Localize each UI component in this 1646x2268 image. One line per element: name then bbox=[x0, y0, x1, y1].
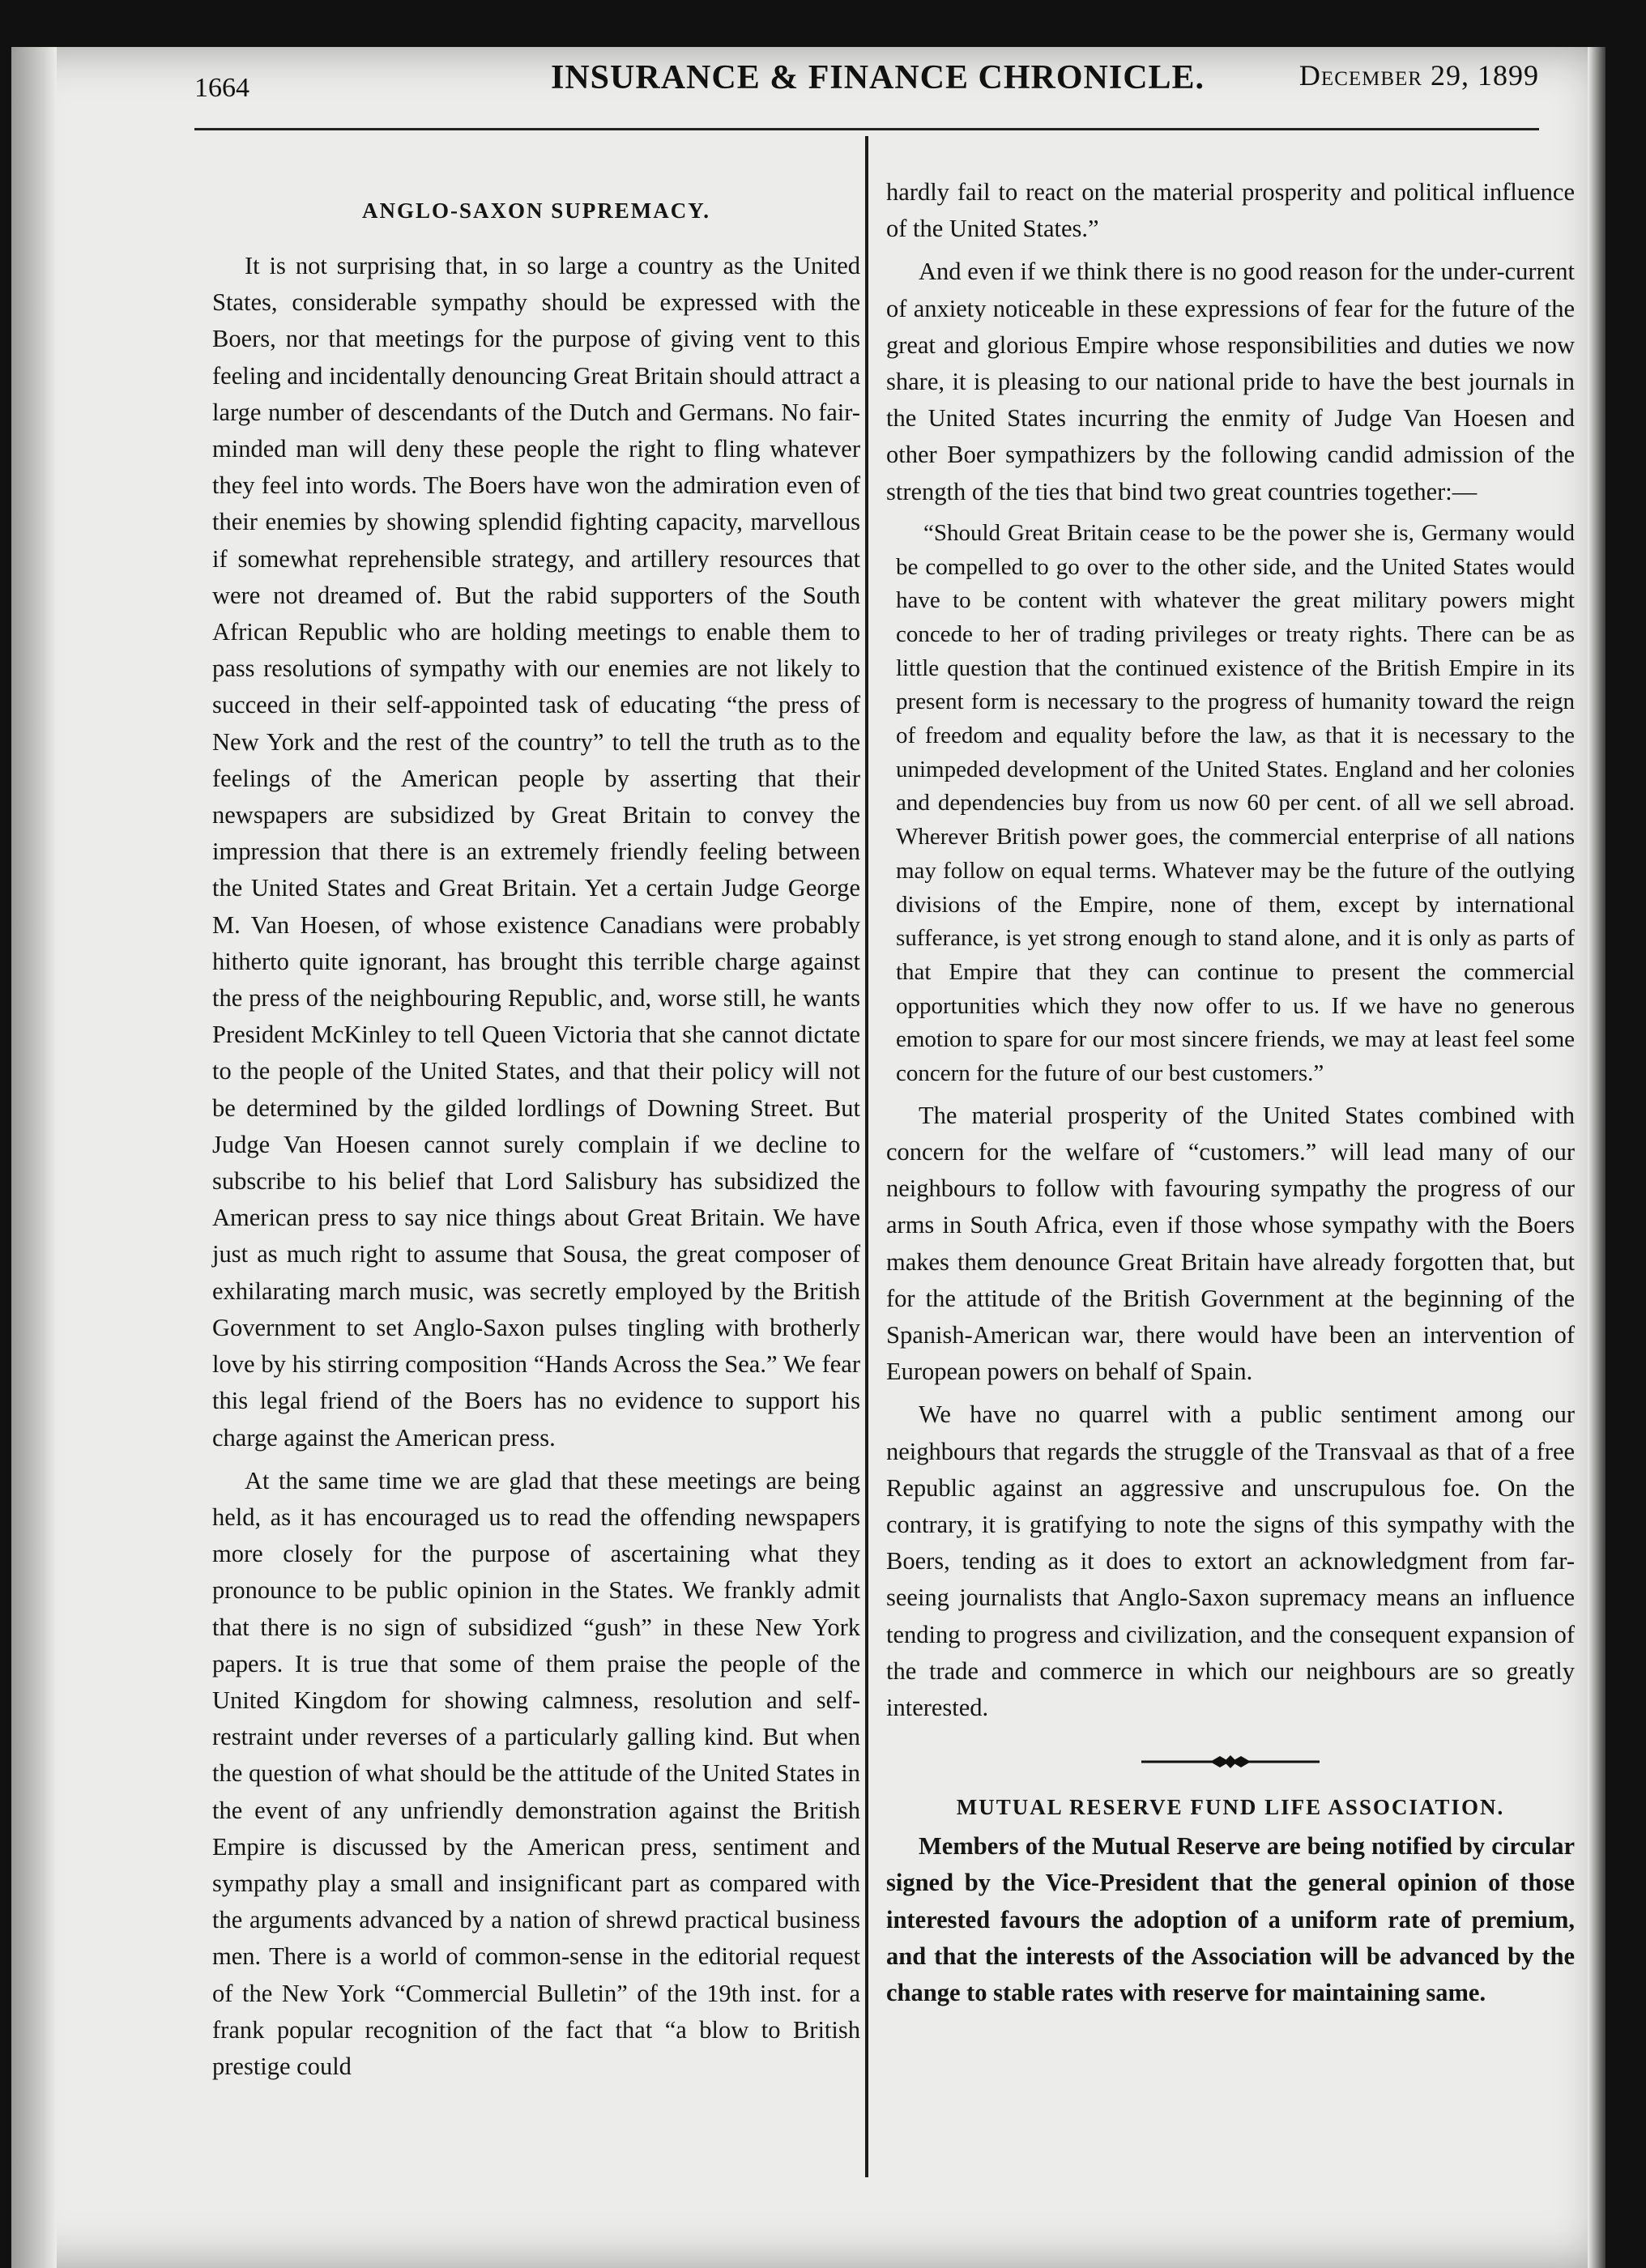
right-column bbox=[886, 174, 1575, 2011]
masthead-title: INSURANCE & FINANCE CHRONICLE. bbox=[551, 59, 1205, 96]
article-heading: ANGLO-SAXON SUPREMACY. bbox=[361, 198, 711, 223]
page-edge-shadow bbox=[1588, 47, 1605, 2268]
article-heading-2: MUTUAL RESERVE FUND LIFE ASSOCIATION. bbox=[956, 1795, 1505, 1820]
article-paragraph: Members of the Mutual Reserve are being notified by circular signed by the Vice-President that the general opinion of those interested favours the adoption of a uniform rate of premium, and that the interests of the Association will be advanced by the change to stable rates with reserve for maintaining same. bbox=[886, 1832, 1575, 2007]
column-divider bbox=[865, 136, 868, 2177]
header-rule bbox=[194, 128, 1539, 130]
article-paragraph: The material prosperity of the United States combined with concern for the welfare of “customers.” will lead many of our neighbours to follow with favouring sympathy the progress of our arms in South Africa, even if those whose sympathy with the Boers makes them denounce Great Britain have already forgotten that, but for the attitude of the British Government at the beginning of the Spanish-American war, there would have been an intervention of European powers on behalf of Spain. bbox=[886, 1101, 1575, 1386]
page-number: 1664 bbox=[194, 73, 249, 103]
issue-date: December 29, 1899 bbox=[1298, 59, 1539, 92]
article-paragraph: And even if we think there is no good reason for the under-current of anxiety noticeable in these expressions of fear for the future of the great and glorious Empire whose responsibilities and duties we now share, it is pleasing to our national pride to have the best journals in the United States incurring the enmity of Judge Van Hoesen and other Boer sympathizers by the following candid admission of the strength of the ties that bind two great countries together:— bbox=[886, 258, 1575, 505]
page-header bbox=[194, 58, 1539, 123]
article-paragraph: At the same time we are glad that these meetings are being held, as it has encouraged us to read the offending newspapers more closely for the purpose of ascertaining what they pronounce to be public opinion in the States. We frankly admit that there is no sign of subsidized “gush” in these New York papers. It is true that some of them praise the people of the United Kingdom for showing calmness, resolution and self-restraint under reverses of a particularly galling kind. But when the question of what should be the attitude of the United States in the event of any unfriendly demonstration against the British Empire is discussed by the American press, sentiment and sympathy play a small and insignificant part as compared with the arguments advanced by a nation of shrewd practical business men. There is a world of common-sense in the editorial request of the New York “Commercial Bulletin” of the 19th inst. for a frank popular recognition of the fact that “a blow to British prestige could bbox=[212, 1466, 860, 2080]
section-ornament bbox=[886, 1754, 1575, 1770]
left-column bbox=[212, 194, 860, 2085]
article-paragraph: It is not surprising that, in so large a country as the United States, considerable sympathy should be expressed with the Boers, nor that meetings for the purpose of giving vent to this feeling and incidentally denouncing Great Britain should attract a large number of descendants of the Dutch and Germans. No fair-minded man will deny these people the right to fling whatever they feel into words. The Boers have won the admiration even of their enemies by showing splendid fighting capacity, marvellous if somewhat reprehensible strategy, and artillery resources that were not dreamed of. But the rabid supporters of the South African Republic who are holding meetings to enable them to pass resolutions of sympathy with our enemies are not likely to succeed in their self-appointed task of educating “the press of New York and the rest of the country” to tell the truth as to the feelings of the American people by asserting that their newspapers are subsidized by Great Britain to convey the impression that there is an extremely friendly feeling between the United States and Great Britain. Yet a certain Judge George M. Van Hoesen, of whose existence Canadians were probably hitherto quite ignorant, has brought this terrible charge against the press of the neighbouring Republic, and, worse still, he wants President McKinley to tell Queen Victoria that she cannot dictate to the people of the United States, and that their policy will not be determined by the gilded lordlings of Downing Street. But Judge Van Hoesen cannot surely complain if we decline to subscribe to his belief that Lord Salisbury has subsidized the American press to say nice things about Great Britain. We have just as much right to assume that Sousa, the great composer of exhilarating march music, was secretly employed by the British Government to set Anglo-Saxon pulses tingling with brotherly love by his stirring composition “Hands Across the Sea.” We fear this legal friend of the Boers has no evidence to support his charge against the American press. bbox=[212, 252, 860, 1452]
binding-shadow bbox=[11, 47, 57, 2268]
article-paragraph: We have no quarrel with a public sentiment among our neighbours that regards the struggle of the Transvaal as that of a free Republic against an aggressive and unscrupulous foe. On the contrary, it is gratifying to note the signs of this sympathy with the Boers, tending as it does to extort an acknowledgment from far-seeing journalists that Anglo-Saxon supremacy means an influence tending to progress and civilization, and the consequent expansion of the trade and commerce in which our neighbours are so greatly interested. bbox=[886, 1400, 1575, 1722]
ornament-rule-icon bbox=[1141, 1754, 1320, 1770]
block-quote: “Should Great Britain cease to be the power she is, Germany would be compelled to go over to the other side, and the United States would have to be content with whatever the great military powers might concede to her of trading privileges or treaty rights. There can be as little question that the continued existence of the British Empire in its present form is necessary to the progress of humanity toward the reign of freedom and equality before the law, as that it is necessary to the unimpeded development of the United States. England and her colonies and dependencies buy from us now 60 per cent. of all we sell abroad. Wherever British power goes, the commercial enterprise of all nations may follow on equal terms. Whatever may be the future of the outlying divisions of the Empire, none of them, except by international sufferance, is yet strong enough to stand alone, and it is only as parts of that Empire that they can continue to present the commercial opportunities which they now offer to us. If we have no generous emotion to spare for our most sincere friends, we may at least feel some concern for the future of our best customers.” bbox=[896, 519, 1575, 1087]
article-paragraph-continued: hardly fail to react on the material prosperity and political influence of the United States.” bbox=[886, 178, 1575, 243]
